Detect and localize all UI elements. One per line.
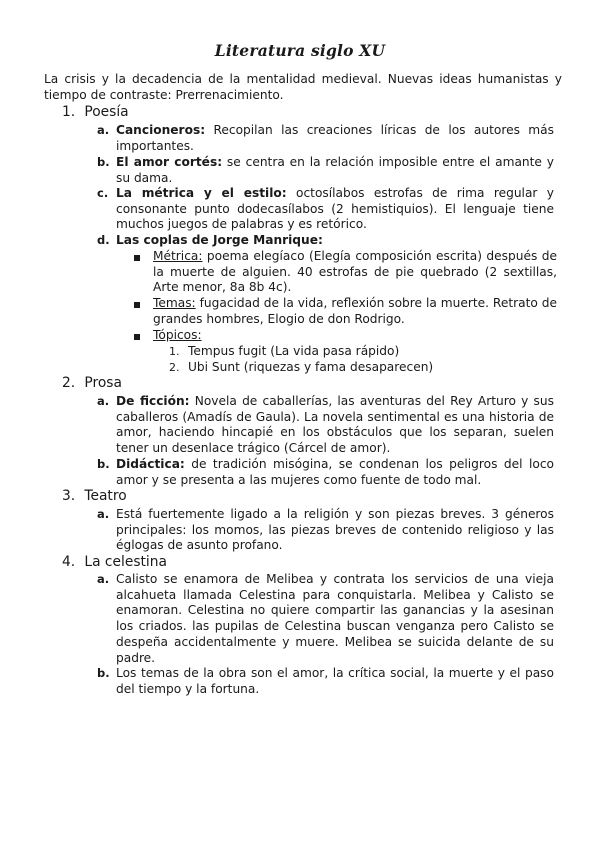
item-text xyxy=(116,457,554,488)
section-label: Teatro xyxy=(84,488,127,504)
section-number: 4. xyxy=(62,554,76,570)
item-body: Recopilan las creaciones líricas de los autores más importantes. xyxy=(116,123,554,153)
item-text xyxy=(116,155,554,186)
numbered-item-text: Tempus fugit (La vida pasa rápido) xyxy=(188,344,400,358)
item-text xyxy=(116,666,554,697)
item-body: Calisto se enamora de Melibea y contrata los servicios de una vieja alcahueta llamada Celestina para conquistarla. Melibea y Calisto se enamoran. Celestina no quiere compartir las ganancias y la asesinan los criados. las pupilas de Celestina buscan venganza pero Calisto se despeña accidentalmente y muere. Melibea se suicida delante de su padre. xyxy=(116,572,554,665)
item-term: Cancioneros: xyxy=(116,123,206,137)
item-term: La métrica y el estilo: xyxy=(116,186,287,200)
bullet-metrica xyxy=(153,249,557,296)
item-body: octosílabos estrofas de rima regular y consonante punto dodecasílabos (2 hemistiquios). El lenguaje tiene muchos juegos de palabras y es retórico. xyxy=(116,186,554,232)
item-term: Didáctica: xyxy=(116,457,185,471)
bullet-body: fugacidad de la vida, reflexión sobre la muerte. Retrato de grandes hombres, Elogio de don Rodrigo. xyxy=(153,296,557,326)
section-number: 1. xyxy=(62,104,76,120)
bullet-label: Métrica: xyxy=(153,249,203,263)
item-letter: b. xyxy=(97,155,110,169)
item-letter: b. xyxy=(97,666,110,680)
section-heading-celestina xyxy=(62,554,167,571)
numbered-item-text: Ubi Sunt (riquezas y fama desaparecen) xyxy=(188,360,434,374)
section-label: Poesía xyxy=(84,104,129,120)
item-body: de tradición misógina, se condenan los peligros del loco amor y se presenta a las mujeres como fuente de todo mal. xyxy=(116,457,554,487)
item-text xyxy=(116,186,554,233)
section-label: Prosa xyxy=(84,375,122,391)
numbered-item-number: 2. xyxy=(169,361,180,374)
bullet-square-icon xyxy=(134,250,142,258)
bullet-temas xyxy=(153,296,557,327)
section-label: La celestina xyxy=(84,554,167,570)
section-heading-prosa xyxy=(62,375,122,392)
document-title: Literatura siglo XU xyxy=(214,41,386,60)
item-term: Las coplas de Jorge Manrique: xyxy=(116,233,323,247)
bullet-label: Temas: xyxy=(153,296,196,310)
bullet-label: Tópicos: xyxy=(153,328,202,342)
bullet-topicos xyxy=(153,328,557,344)
bullet-body: poema elegíaco (Elegía composición escrita) después de la muerte de alguien. 40 estrofas de pie quebrado (2 sextillas, Arte menor, 8a 8b 4c). xyxy=(153,249,557,295)
item-letter: a. xyxy=(97,507,110,521)
item-letter: a. xyxy=(97,123,110,137)
section-number: 2. xyxy=(62,375,76,391)
bullet-square-icon xyxy=(134,329,142,337)
item-letter: a. xyxy=(97,572,110,586)
item-text xyxy=(116,572,554,666)
item-body: Está fuertemente ligado a la religión y son piezas breves. 3 géneros principales: los momos, las piezas breves de contenido religioso y las églogas de asunto profano. xyxy=(116,507,554,553)
item-text xyxy=(116,394,554,457)
item-text xyxy=(116,233,554,249)
item-letter: c. xyxy=(97,186,109,200)
item-text xyxy=(116,507,554,554)
numbered-item-ubi-sunt xyxy=(169,360,433,376)
item-body: se centra en la relación imposible entre el amante y su dama. xyxy=(116,155,554,185)
section-heading-teatro xyxy=(62,488,127,505)
numbered-item-number: 1. xyxy=(169,345,180,358)
item-text xyxy=(116,123,554,154)
section-number: 3. xyxy=(62,488,76,504)
item-letter: b. xyxy=(97,457,110,471)
item-body: Novela de caballerías, las aventuras del Rey Arturo y sus caballeros (Amadís de Gaula). La novela sentimental es una historia de amor, haciendo hincapié en los obstáculos que los separan, suelen tener un desenlace trágico (Cárcel de amor). xyxy=(116,394,554,456)
item-letter: d. xyxy=(97,233,110,247)
section-heading-poesia xyxy=(62,104,129,121)
item-body: Los temas de la obra son el amor, la crítica social, la muerte y el paso del tiempo y la fortuna. xyxy=(116,666,554,696)
bullet-square-icon xyxy=(134,297,142,305)
item-letter: a. xyxy=(97,394,110,408)
intro-paragraph: La crisis y la decadencia de la mentalidad medieval. Nuevas ideas humanistas y tiempo de contraste: Prerrenacimiento. xyxy=(44,72,562,102)
numbered-item-tempus-fugit xyxy=(169,344,399,360)
item-term: De ficción: xyxy=(116,394,190,408)
item-term: El amor cortés: xyxy=(116,155,223,169)
